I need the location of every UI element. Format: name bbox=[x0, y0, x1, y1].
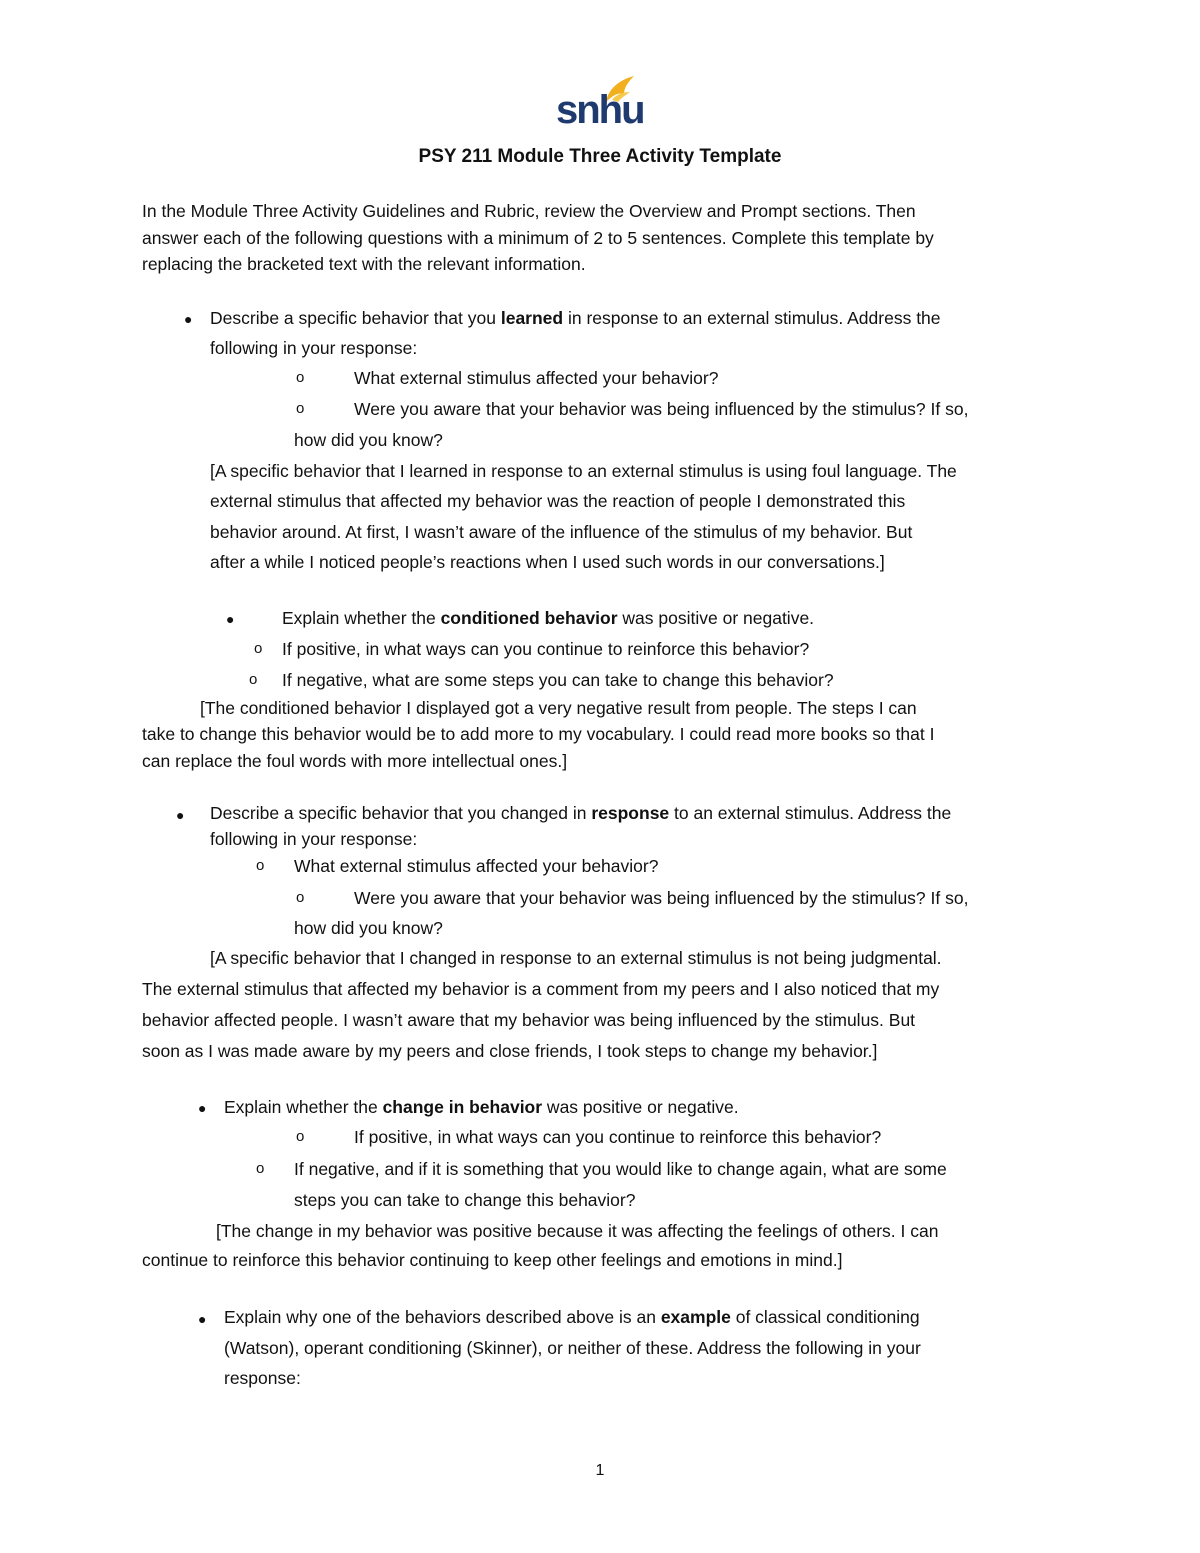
bullet-icon: ● bbox=[176, 807, 185, 823]
bullet-icon: ● bbox=[198, 1311, 207, 1327]
section3-sub2-cont: how did you know? bbox=[294, 918, 443, 938]
section1-answer-3: behavior around. At first, I wasn’t aware of the influence of the stimulus of my behavior. But bbox=[210, 522, 913, 542]
section3-answer-1: [A specific behavior that I changed in response to an external stimulus is not being judgmental. bbox=[210, 948, 942, 968]
section2-sub1: If positive, in what ways can you continue to reinforce this behavior? bbox=[282, 639, 810, 659]
sub-bullet-icon: o bbox=[296, 889, 305, 906]
section1-prompt-line2: following in your response: bbox=[210, 338, 418, 358]
section3-answer-2: The external stimulus that affected my behavior is a comment from my peers and I also noticed that my bbox=[142, 979, 940, 999]
section5-prompt-line2: (Watson), operant conditioning (Skinner), or neither of these. Address the following in your bbox=[224, 1338, 921, 1358]
snhu-logo bbox=[554, 72, 644, 132]
section3-answer-3: behavior affected people. I wasn’t aware that my behavior was being influenced by the stimulus. But bbox=[142, 1010, 916, 1030]
sub-bullet-icon: o bbox=[256, 1160, 265, 1177]
section3-sub2: Were you aware that your behavior was being influenced by the stimulus? If so, bbox=[354, 888, 969, 908]
sub-bullet-icon: o bbox=[254, 640, 263, 657]
section4-answer-2: continue to reinforce this behavior continuing to keep other feelings and emotions in mind.] bbox=[142, 1250, 843, 1270]
section1-answer-4: after a while I noticed people’s reactions when I used such words in our conversations.] bbox=[210, 552, 885, 572]
section3-prompt: Describe a specific behavior that you changed in response to an external stimulus. Address the bbox=[210, 803, 952, 823]
section3-sub1: What external stimulus affected your behavior? bbox=[294, 856, 659, 876]
section1-answer-2: external stimulus that affected my behavior was the reaction of people I demonstrated this bbox=[210, 491, 906, 511]
sub-bullet-icon: o bbox=[256, 857, 265, 874]
section4-sub1: If positive, in what ways can you continue to reinforce this behavior? bbox=[354, 1127, 882, 1147]
bullet-icon: ● bbox=[226, 611, 235, 627]
section2-answer-3: can replace the foul words with more intellectual ones.] bbox=[142, 751, 568, 771]
intro-line-2: answer each of the following questions with a minimum of 2 to 5 sentences. Complete this template by bbox=[142, 228, 934, 248]
section4-prompt: Explain whether the change in behavior was positive or negative. bbox=[224, 1097, 739, 1117]
sub-bullet-icon: o bbox=[296, 400, 305, 417]
section5-prompt-line3: response: bbox=[224, 1368, 301, 1388]
page-number: 1 bbox=[595, 1462, 605, 1479]
section4-answer-1: [The change in my behavior was positive because it was affecting the feelings of others. I can bbox=[216, 1221, 939, 1241]
section2-answer-2: take to change this behavior would be to add more to my vocabulary. I could read more books so that I bbox=[142, 724, 935, 744]
sub-bullet-icon: o bbox=[296, 369, 305, 386]
sub-bullet-icon: o bbox=[296, 1128, 305, 1145]
logo-wordmark: snhu bbox=[556, 88, 644, 132]
intro-line-1: In the Module Three Activity Guidelines and Rubric, review the Overview and Prompt sections. Then bbox=[142, 201, 916, 221]
sub-bullet-icon: o bbox=[249, 671, 258, 688]
bullet-icon: ● bbox=[184, 311, 193, 327]
section2-answer-1: [The conditioned behavior I displayed got a very negative result from people. The steps I can bbox=[200, 698, 917, 718]
section4-sub2: If negative, and if it is something that you would like to change again, what are some bbox=[294, 1159, 947, 1179]
section1-sub2: Were you aware that your behavior was being influenced by the stimulus? If so, bbox=[354, 399, 969, 419]
section2-sub2: If negative, what are some steps you can take to change this behavior? bbox=[282, 670, 834, 690]
document-title: PSY 211 Module Three Activity Template bbox=[418, 146, 782, 167]
intro-line-3: replacing the bracketed text with the relevant information. bbox=[142, 254, 586, 274]
section2-prompt: Explain whether the conditioned behavior was positive or negative. bbox=[282, 608, 815, 628]
section1-sub2-cont: how did you know? bbox=[294, 430, 443, 450]
section3-prompt-line2: following in your response: bbox=[210, 829, 418, 849]
section1-answer-1: [A specific behavior that I learned in response to an external stimulus is using foul language. The bbox=[210, 461, 957, 481]
bullet-icon: ● bbox=[198, 1100, 207, 1116]
section5-prompt: Explain why one of the behaviors described above is an example of classical conditioning bbox=[224, 1307, 920, 1327]
section1-prompt: Describe a specific behavior that you learned in response to an external stimulus. Address the bbox=[210, 308, 941, 328]
section3-answer-4: soon as I was made aware by my peers and close friends, I took steps to change my behavior.] bbox=[142, 1041, 878, 1061]
section4-sub2-cont: steps you can take to change this behavior? bbox=[294, 1190, 636, 1210]
section1-sub1: What external stimulus affected your behavior? bbox=[354, 368, 719, 388]
